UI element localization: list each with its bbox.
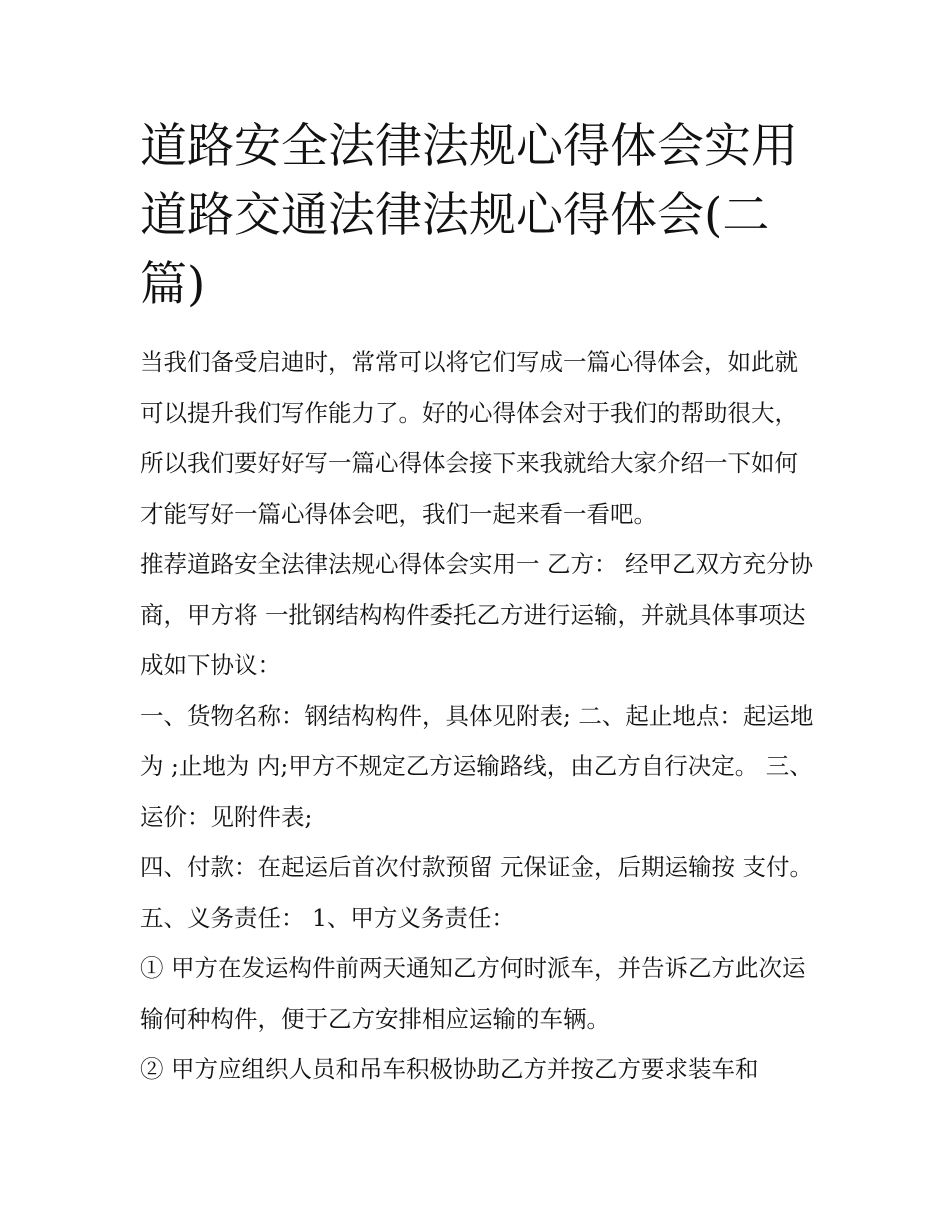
paragraph-recommendation: 推荐道路安全法律法规心得体会实用一 乙方： 经甲乙双方充分协商，甲方将 一批钢结构构件委托乙方进行运输，并就具体事项达成如下协议：	[140, 550, 813, 679]
document-title: 道路安全法律法规心得体会实用 道路交通法律法规心得体会(二篇)	[140, 119, 798, 312]
paragraph-intro: 当我们备受启迪时，常常可以将它们写成一篇心得体会，如此就可以提升我们写作能力了。好的心得体会对于我们的帮助很大，所以我们要好好写一篇心得体会接下来我就给大家介绍一下如何才能写好一篇心得体会吧，我们一起来看一看吧。	[140, 348, 798, 528]
document-body	[140, 337, 820, 1095]
paragraph-obligation-1: ① 甲方在发运构件前两天通知乙方何时派车，并告诉乙方此次运输何种构件，便于乙方安排相应运输的车辆。	[140, 954, 806, 1033]
paragraph-goods-and-route: 一、货物名称：钢结构构件，具体见附表; 二、起止地点：起运地为 ;止地为 内;甲方不规定乙方运输路线，由乙方自行决定。 三、运价：见附件表;	[140, 701, 814, 831]
paragraph-obligation-2: ② 甲方应组织人员和吊车积极协助乙方并按乙方要求装车和	[140, 1055, 759, 1083]
paragraph-payment: 四、付款：在起运后首次付款预留 元保证金，后期运输按 支付。 五、义务责任： 1、甲方义务责任：	[140, 853, 813, 932]
document-content	[140, 112, 820, 1095]
